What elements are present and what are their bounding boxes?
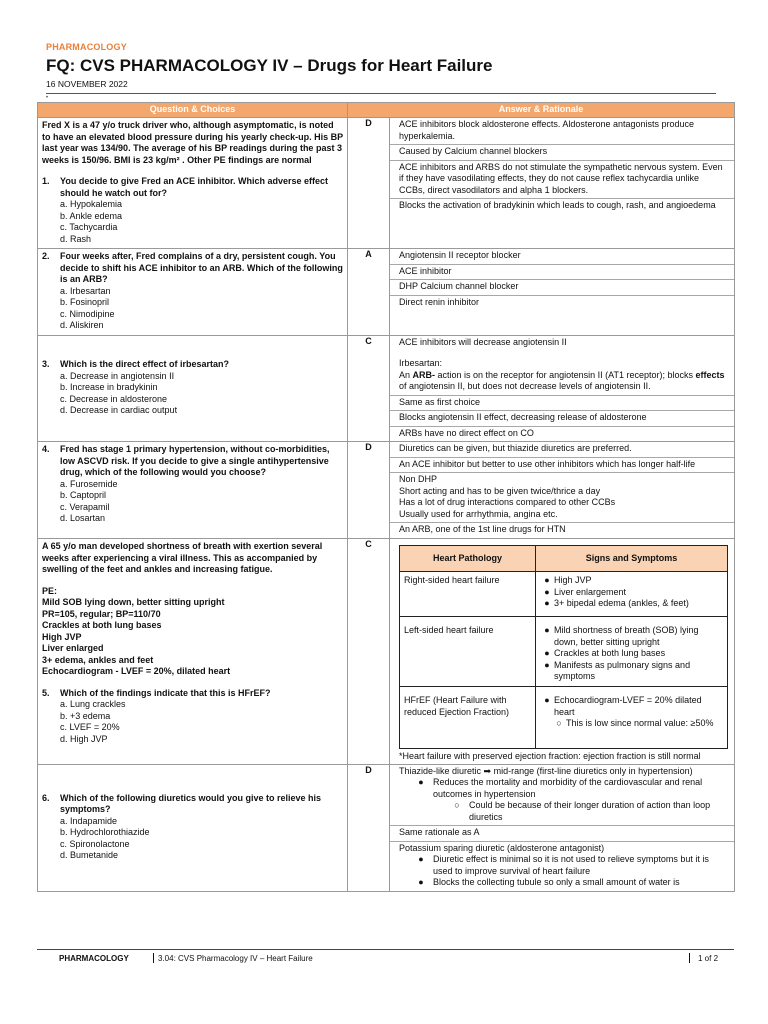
question-prompt: Fred has stage 1 primary hypertension, without co-morbidities, low ASCVD risk. If you decide to give a single antihypertensive drug, which of the following would you choose?: [60, 444, 330, 478]
choice-a: a. Indapamide: [60, 815, 118, 826]
choice-c: c. Decrease in aldosterone: [60, 393, 168, 404]
choices-list: [60, 699, 343, 745]
table-header-row: [38, 103, 735, 118]
choice-d: d. Bumetanide: [60, 850, 119, 861]
rationale-a: Diuretics can be given, but thiazide diuretics are preferred.: [390, 442, 734, 458]
document-date: 16 NOVEMBER 2022: [46, 79, 128, 89]
answer-letter-5: C: [348, 538, 390, 764]
choice-c: c. Spironolactone: [60, 838, 130, 849]
question-text-1: [42, 176, 343, 199]
case-stem-1: Fred X is a 47 y/o truck driver who, although asymptomatic, is noted to have an elevated blood pressure during his yearly check-up. His BP last year was 134/90. The average of his BP readings during the past 3 weeks is 150/96. BMI is 23 kg/m² . Other PE findings are normal: [42, 120, 343, 165]
question-text-6: [42, 793, 343, 816]
choice-a: a. Furosemide: [60, 478, 118, 489]
question-prompt: Which of the following diuretics would you give to relieve his symptoms?: [60, 792, 322, 815]
answer-column-header: Answer & Rationale: [348, 103, 735, 118]
footer-separator: [153, 953, 154, 963]
question-row-3: [38, 335, 735, 442]
subject-label: PHARMACOLOGY: [46, 42, 127, 52]
rationale-b: An ACE inhibitor but better to use other inhibitors which has longer half-life: [390, 458, 734, 474]
rationale-cell-2: [390, 249, 735, 336]
choice-a: a. Lung crackles: [60, 699, 126, 710]
rationale-a: ACE inhibitors block aldosterone effects. Aldosterone antagonists produce hyperkalemia.: [390, 118, 734, 145]
choices-list: [60, 199, 343, 245]
choice-b: b. Increase in bradykinin: [60, 382, 158, 393]
rationale-d: Blocks the activation of bradykinin which leads to cough, rash, and angioedema: [399, 200, 716, 211]
pathology-name: Left-sided heart failure: [400, 616, 536, 686]
question-cell-4: [38, 442, 348, 539]
case-stem-5: A 65 y/o man developed shortness of breath with exertion several weeks after experiencing a viral illness. This as accompanied by swelling of the feet and ankles and increasing fatigue.: [42, 540, 323, 575]
question-prompt: Four weeks after, Fred complains of a dry, persistent cough. You decide to shift his ACE inhibitor to an ARB. Which of the following is an ARB?: [60, 251, 343, 285]
choice-c: c. LVEF = 20%: [60, 722, 120, 733]
choice-a: a. Decrease in angiotensin II: [60, 370, 175, 381]
question-number: 4.: [42, 444, 50, 455]
question-row-5: [38, 538, 735, 764]
pathology-row: [400, 571, 728, 616]
page-number: 1 of 2: [698, 953, 719, 963]
question-text-4: [42, 444, 343, 479]
answer-letter-2: A: [348, 249, 390, 336]
question-text-5: [42, 688, 343, 700]
footer-divider: [37, 949, 734, 950]
footer-document-title: 3.04: CVS Pharmacology IV – Heart Failure: [158, 953, 313, 963]
rationale-a-line-2: Irbesartan:: [399, 358, 443, 369]
question-number: 6.: [42, 792, 50, 803]
question-cell-6: [38, 764, 348, 891]
rationale-cell-4: [390, 442, 735, 539]
answer-letter-6: D: [348, 764, 390, 891]
rationale-c: Potassium sparing diuretic (aldosterone antagonist) ● Diuretic effect is minimal so it is not used to relieve symptoms but it is used to improve survival of heart failure ● Blocks the collecting tubule so only a small amount of water is: [399, 842, 709, 888]
question-text-2: [42, 251, 343, 286]
choice-a: a. Irbesartan: [60, 285, 111, 296]
question-number: 3.: [42, 359, 50, 370]
choices-list: [60, 286, 343, 332]
answer-letter-1: D: [348, 118, 390, 249]
choice-b: b. +3 edema: [60, 710, 111, 721]
pathology-row: [400, 686, 728, 748]
question-text-3: [42, 359, 343, 371]
rationale-a: Angiotensin II receptor blocker: [390, 249, 734, 265]
pathology-column-header: Heart Pathology: [400, 545, 536, 571]
question-answer-table: [37, 102, 735, 892]
title-bullet-mark: •: [46, 95, 49, 101]
question-row-1: [38, 118, 735, 249]
rationale-b: Same rationale as A: [390, 826, 734, 842]
choice-b: b. Captopril: [60, 490, 107, 501]
question-prompt: Which is the direct effect of irbesartan?: [60, 359, 230, 370]
rationale-c: ACE inhibitors and ARBS do not stimulate the sympathetic nervous system. Even if they have vasodilating effects, they do not cause reflex tachycardia unlike CCBs, direct vasodilators and alpha 1 blockers.: [390, 161, 734, 200]
rationale-d: An ARB, one of the 1st line drugs for HTN: [399, 524, 566, 535]
pathology-name: Right-sided heart failure: [400, 571, 536, 616]
rationale-a: [390, 336, 734, 396]
choice-a: a. Hypokalemia: [60, 199, 123, 210]
choice-d: d. Losartan: [60, 513, 106, 524]
rationale-cell-1: [390, 118, 735, 249]
answer-letter-4: D: [348, 442, 390, 539]
signs-column-header: Signs and Symptoms: [536, 545, 728, 571]
rationale-cell-6: [390, 764, 735, 891]
pathology-name: HFrEF (Heart Failure with reduced Ejection Fraction): [400, 686, 536, 748]
rationale-a: Thiazide-like diuretic ➡ mid-range (first-line diuretics only in hypertension) ● Reduces the mortality and morbidity of the cardiovascular and renal outcomes in hypertension ○ Could be because of their longer duration of action than loop diuretics: [390, 765, 734, 827]
question-row-2: [38, 249, 735, 336]
signs-list: ● High JVP ● Liver enlargement ● 3+ bipedal edema (ankles, & feet): [536, 571, 728, 616]
question-cell-1: [38, 118, 348, 249]
choice-c: c. Nimodipine: [60, 308, 115, 319]
question-cell-3: [38, 335, 348, 442]
rationale-a-line-3: An ARB- action is on the receptor for angiotensin II (AT1 receptor); blocks effects of angiotensin II, but does not decrease levels of angiotensin II.: [399, 369, 725, 392]
choices-list: [60, 479, 343, 525]
title-divider: [46, 93, 716, 94]
choice-b: b. Ankle edema: [60, 210, 123, 221]
rationale-a-line-1: ACE inhibitors will decrease angiotensin II: [399, 336, 567, 347]
signs-list: ● Echocardiogram-LVEF = 20% dilated heart ○ This is low since normal value: ≥50%: [536, 686, 728, 748]
rationale-c: Blocks angiotensin II effect, decreasing release of aldosterone: [390, 411, 734, 427]
choice-d: d. Decrease in cardiac output: [60, 405, 178, 416]
choice-d: d. High JVP: [60, 733, 108, 744]
answer-letter-3: C: [348, 335, 390, 442]
question-number: 5.: [42, 687, 50, 698]
rationale-b: Same as first choice: [390, 396, 734, 412]
choice-d: d. Aliskiren: [60, 320, 104, 331]
question-prompt: You decide to give Fred an ACE inhibitor. Which adverse effect should he watch out for?: [60, 176, 329, 198]
rationale-c: Non DHP Short acting and has to be given twice/thrice a day Has a lot of drug interactions compared to other CCBs Usually used for arrhythmia, angina etc.: [390, 473, 734, 523]
rationale-b: ACE inhibitor: [390, 265, 734, 281]
rationale-d: Direct renin inhibitor: [399, 296, 480, 307]
choices-list: [60, 371, 343, 417]
rationale-d: ARBs have no direct effect on CO: [399, 427, 534, 438]
footer-separator: [689, 953, 690, 963]
choice-c: c. Verapamil: [60, 501, 110, 512]
question-row-4: [38, 442, 735, 539]
choice-c: c. Tachycardia: [60, 222, 118, 233]
question-number: 2.: [42, 251, 50, 262]
question-number: 1.: [42, 176, 50, 187]
question-prompt: Which of the findings indicate that this is HFrEF?: [60, 687, 271, 698]
rationale-cell-3: [390, 335, 735, 442]
physical-exam-findings: PE: Mild SOB lying down, better sitting upright PR=105, regular; BP=110/70 Crackles at both lung bases High JVP Liver enlarged 3+ edema, ankles and feet Echocardiogram - LVEF = 20%, dilated heart: [42, 585, 231, 677]
heart-pathology-table: [399, 545, 728, 749]
choice-b: b. Fosinopril: [60, 297, 110, 308]
question-column-header: Question & Choices: [38, 103, 348, 118]
choice-d: d. Rash: [60, 233, 92, 244]
hfpef-note: *Heart failure with preserved ejection fraction: ejection fraction is still normal: [399, 750, 701, 761]
choice-b: b. Hydrochlorothiazide: [60, 827, 150, 838]
document-title: FQ: CVS PHARMACOLOGY IV – Drugs for Heart Failure: [46, 56, 493, 75]
choices-list: [60, 816, 343, 862]
question-row-6: [38, 764, 735, 891]
footer-subject: PHARMACOLOGY: [59, 953, 129, 963]
question-cell-5: [38, 538, 348, 764]
pathology-row: [400, 616, 728, 686]
page-footer: [37, 952, 734, 964]
question-cell-2: [38, 249, 348, 336]
rationale-cell-5: [390, 538, 735, 764]
signs-list: ● Mild shortness of breath (SOB) lying down, better sitting upright ● Crackles at both lung bases ● Manifests as pulmonary signs and symptoms: [536, 616, 728, 686]
rationale-b: Caused by Calcium channel blockers: [390, 145, 734, 161]
rationale-c: DHP Calcium channel blocker: [390, 280, 734, 296]
